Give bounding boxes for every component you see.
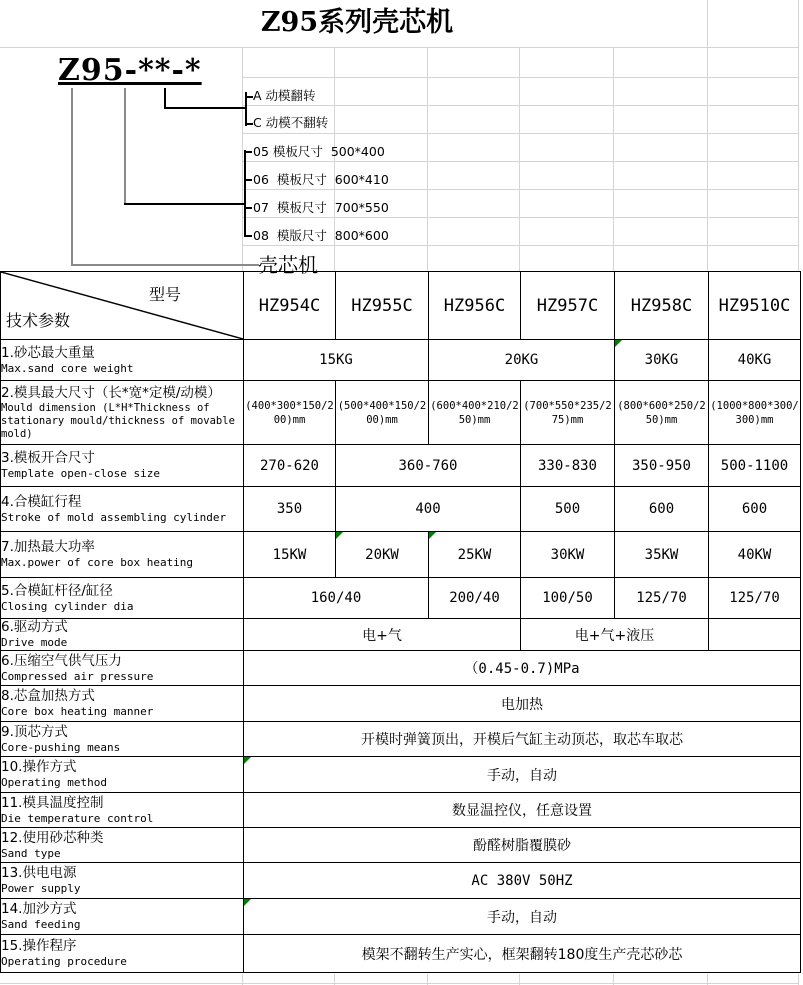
param-label-cell xyxy=(1,578,244,619)
page-title: Z95系列壳芯机 xyxy=(260,7,454,38)
gridline xyxy=(519,48,520,271)
param-label-en: Core-pushing means xyxy=(1,740,121,754)
param-label-cell xyxy=(1,340,244,381)
param-value-cell: 20KG xyxy=(429,340,615,381)
machine-type-label: 壳芯机 xyxy=(258,253,318,277)
comment-marker xyxy=(244,757,251,764)
param-label-zh: 3.模板开合尺寸 xyxy=(1,450,95,466)
model-header: HZ958C xyxy=(615,272,709,340)
param-value-cell: 电+气+液压 xyxy=(521,619,709,651)
param-value-cell xyxy=(615,340,709,381)
connector-line xyxy=(71,88,73,266)
param-value-cell: 350 xyxy=(244,487,336,532)
param-label-zh: 14.加沙方式 xyxy=(1,901,77,917)
connector-line xyxy=(164,107,246,109)
corner-cell xyxy=(1,272,244,340)
param-value: 25KW xyxy=(457,546,492,563)
branch-label: A 动模翻转 xyxy=(253,88,316,103)
param-value-cell xyxy=(244,899,801,935)
spec-row xyxy=(1,651,801,686)
connector-line xyxy=(124,88,126,205)
gridline xyxy=(242,245,798,246)
param-value: 手动，自动 xyxy=(487,909,557,926)
spec-row xyxy=(1,445,801,487)
param-value-cell: (400*300*150/200)mm xyxy=(244,381,336,445)
param-value-cell: 500-1100 xyxy=(709,445,801,487)
param-value-cell: (700*550*235/275)mm xyxy=(521,381,615,445)
spec-row xyxy=(1,899,801,935)
param-label-zh: 12.使用砂芯种类 xyxy=(1,829,104,846)
param-value-cell: 125/70 xyxy=(709,578,801,619)
param-value-cell: 400 xyxy=(336,487,521,532)
model-header: HZ956C xyxy=(429,272,521,340)
spec-row xyxy=(1,722,801,757)
param-label-zh: 11.模具温度控制 xyxy=(1,794,104,811)
param-value-cell: 270-620 xyxy=(244,445,336,487)
param-value-cell: 模架不翻转生产实心，框架翻转180度生产壳芯砂芯 xyxy=(244,935,801,973)
gridline xyxy=(613,48,614,271)
param-label-cell xyxy=(1,445,244,487)
param-value-cell: 数显温控仪，任意设置 xyxy=(244,793,801,828)
param-label-zh: 9.顶芯方式 xyxy=(1,723,68,740)
connector-line xyxy=(244,150,246,237)
branch-label: 05 模板尺寸 500*400 xyxy=(253,144,385,159)
params-axis-label: 技术参数 xyxy=(6,311,71,330)
param-label-en: Stroke of mold assembling cylinder xyxy=(1,510,227,524)
comment-marker xyxy=(429,532,436,539)
branch-label: 08 模版尺寸 800*600 xyxy=(253,228,389,243)
gridline xyxy=(242,217,798,218)
param-value-cell: 30KW xyxy=(521,532,615,578)
spec-row xyxy=(1,793,801,828)
param-label-zh: 13.供电电源 xyxy=(1,865,77,881)
comment-marker xyxy=(244,899,251,906)
spec-row xyxy=(1,340,801,381)
param-value-cell: 电加热 xyxy=(244,686,801,722)
header-row xyxy=(1,272,801,340)
param-label-cell xyxy=(1,487,244,532)
spec-table xyxy=(0,271,801,973)
param-label-en: Core box heating manner xyxy=(1,705,154,718)
param-value: 30KG xyxy=(644,352,679,368)
param-label-en: Sand feeding xyxy=(1,918,81,931)
param-label-cell xyxy=(1,686,244,722)
param-value-cell: 15KW xyxy=(244,532,336,578)
param-value-cell xyxy=(244,757,801,793)
branch-label: C 动模不翻转 xyxy=(253,115,329,130)
gridline xyxy=(798,0,799,47)
param-value-cell: 125/70 xyxy=(615,578,709,619)
param-label-cell xyxy=(1,899,244,935)
branch-label: 07 模板尺寸 700*550 xyxy=(253,200,389,215)
param-value-cell: 开模时弹簧顶出，开模后气缸主动顶芯，取芯车取芯 xyxy=(244,722,801,757)
param-value: 20KW xyxy=(365,546,399,563)
connector-line xyxy=(164,88,166,109)
model-axis-label: 型号 xyxy=(149,285,182,304)
spec-row xyxy=(1,619,801,651)
comment-marker xyxy=(336,532,343,539)
param-label-en: Template open-close size xyxy=(1,467,160,480)
param-label-en: Mould dimension (L*H*Thickness of stationary mould/thickness of movable mold) xyxy=(1,401,235,440)
param-label-en: Max.power of core box heating xyxy=(1,556,194,569)
param-value-cell: 330-830 xyxy=(521,445,615,487)
param-label-en: Operating method xyxy=(1,776,107,789)
spec-row xyxy=(1,578,801,619)
param-value-cell: 200/40 xyxy=(429,578,521,619)
param-label-zh: 1.砂芯最大重量 xyxy=(1,344,95,361)
param-label-en: Die temperature control xyxy=(1,811,154,825)
param-label-cell xyxy=(1,793,244,828)
param-label-cell xyxy=(1,722,244,757)
param-label-zh: 4.合模缸行程 xyxy=(1,493,82,510)
spec-row xyxy=(1,935,801,973)
param-label-zh: 6.压缩空气供气压力 xyxy=(1,652,122,669)
param-value-cell: 电+气 xyxy=(244,619,521,651)
param-label-zh: 5.合模缸杆径/缸径 xyxy=(1,582,113,599)
param-label-cell xyxy=(1,381,244,445)
connector-line xyxy=(245,96,253,98)
param-label-cell xyxy=(1,935,244,973)
param-label-en: Power supply xyxy=(1,882,81,895)
gridline xyxy=(798,48,799,271)
gridline xyxy=(0,47,799,48)
param-value-cell: 40KG xyxy=(709,340,801,381)
param-value-cell xyxy=(429,532,521,578)
connector-line xyxy=(245,123,253,125)
model-header: HZ955C xyxy=(336,272,429,340)
param-label-en: Sand type xyxy=(1,846,61,860)
spec-row xyxy=(1,686,801,722)
gridline xyxy=(242,48,243,271)
param-label-zh: 8.芯盒加热方式 xyxy=(1,688,95,704)
param-value-cell: (500*400*150/200)mm xyxy=(336,381,429,445)
param-label-zh: 2.模具最大尺寸（长*宽*定模/动模） xyxy=(1,384,221,401)
param-value-cell: 酚醛树脂覆膜砂 xyxy=(244,828,801,863)
connector-line xyxy=(244,207,252,209)
param-label-zh: 10.操作方式 xyxy=(1,759,77,775)
param-value-cell: （0.45-0.7)MPa xyxy=(244,651,801,686)
param-value-cell: 360-760 xyxy=(336,445,521,487)
spec-row xyxy=(1,828,801,863)
param-label-cell xyxy=(1,651,244,686)
connector-line xyxy=(71,264,259,266)
spec-row xyxy=(1,532,801,578)
spec-row xyxy=(1,757,801,793)
param-label-zh: 15.操作程序 xyxy=(1,938,77,954)
connector-line xyxy=(244,179,252,181)
connector-line xyxy=(124,203,245,205)
branch-label: 06 模板尺寸 600*410 xyxy=(253,172,389,187)
param-value-cell: 100/50 xyxy=(521,578,615,619)
param-label-en: Compressed air pressure xyxy=(1,669,154,683)
param-value-cell xyxy=(709,619,801,651)
gridline xyxy=(0,983,799,984)
gridline xyxy=(427,48,428,271)
param-label-cell xyxy=(1,757,244,793)
gridline xyxy=(242,189,798,190)
param-label-en: Max.sand core weight xyxy=(1,361,134,375)
param-value-cell: 35KW xyxy=(615,532,709,578)
param-label-cell xyxy=(1,619,244,651)
gridline xyxy=(242,161,798,162)
param-value-cell: (1000*800*300/300)mm xyxy=(709,381,801,445)
param-value-cell xyxy=(336,532,429,578)
param-value-cell: 600 xyxy=(709,487,801,532)
param-label-cell xyxy=(1,863,244,899)
spec-row xyxy=(1,863,801,899)
spec-row xyxy=(1,487,801,532)
connector-line xyxy=(244,151,252,153)
param-value-cell: (600*400*210/250)mm xyxy=(429,381,521,445)
param-value-cell: 160/40 xyxy=(244,578,429,619)
param-value-cell: 600 xyxy=(615,487,709,532)
spec-row xyxy=(1,381,801,445)
gridline xyxy=(242,105,798,106)
param-value-cell: (800*600*250/250)mm xyxy=(615,381,709,445)
model-header: HZ954C xyxy=(244,272,336,340)
param-value-cell: AC 380V 50HZ xyxy=(244,863,801,899)
param-value-cell: 15KG xyxy=(244,340,429,381)
param-value-cell: 500 xyxy=(521,487,615,532)
model-header: HZ9510C xyxy=(709,272,801,340)
param-value-cell: 350-950 xyxy=(615,445,709,487)
param-label-zh: 6.驱动方式 xyxy=(1,619,68,635)
param-label-en: Drive mode xyxy=(1,636,68,649)
connector-line xyxy=(244,235,252,237)
gridline xyxy=(707,48,708,271)
param-label-en: Operating procedure xyxy=(1,955,127,968)
gridline xyxy=(242,133,798,134)
param-label-cell xyxy=(1,828,244,863)
param-label-en: Closing cylinder dia xyxy=(1,599,134,613)
param-value-cell: 40KW xyxy=(709,532,801,578)
param-label-cell xyxy=(1,532,244,578)
comment-marker xyxy=(615,340,622,347)
model-code: Z95-**-* xyxy=(58,53,202,88)
param-value: 手动，自动 xyxy=(487,767,557,784)
param-label-zh: 7.加热最大功率 xyxy=(1,539,95,555)
gridline xyxy=(242,77,798,78)
model-header: HZ957C xyxy=(521,272,615,340)
